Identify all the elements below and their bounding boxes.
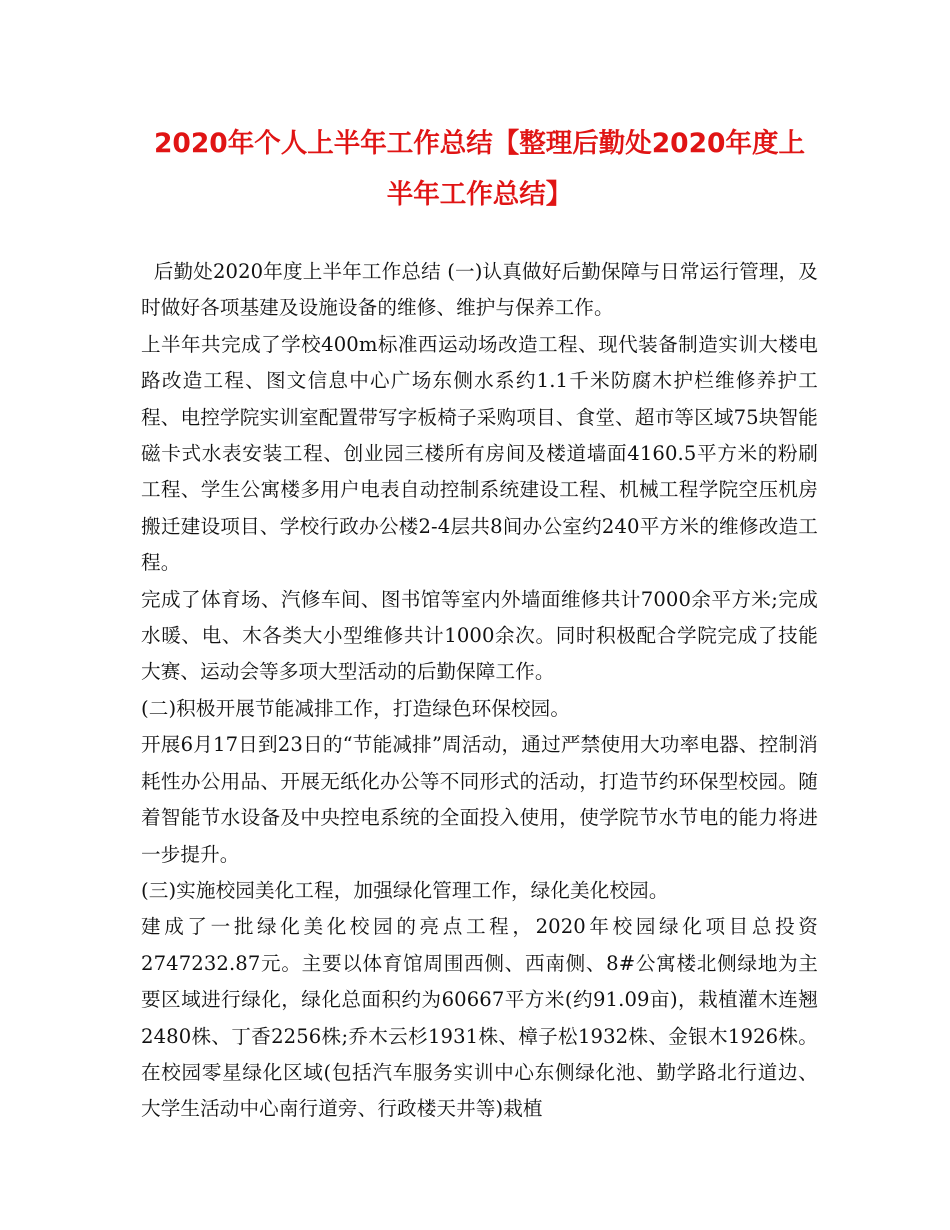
paragraph-greening: 建成了一批绿化美化校园的亮点工程，2020年校园绿化项目总投资2747232.87元。主要以体育馆周围西侧、西南侧、8#公寓楼北侧绿地为主要区域进行绿化，绿化总面积约为60667平方米(约91.09亩)，栽植灌木连翘2480株、丁香2256株;乔木云杉1931株、樟子松1932株、金银木1926株。在校园零星绿化区域(包括汽车服务实训中心东侧绿化池、勤学路北行道边、大学生活动中心南行道旁、行政楼天井等)栽植 (141, 915, 818, 1121)
paragraph-maintenance: 完成了体育场、汽修车间、图书馆等室内外墙面维修共计7000余平方米;完成水暖、电、木各类大小型维修共计1000余次。同时积极配合学院完成了技能大赛、运动会等多项大型活动的后勤保障工作。 (141, 587, 818, 684)
paragraph-energy-saving: 开展6月17日到23日的“节能减排”周活动，通过严禁使用大功率电器、控制消耗性办公用品、开展无纸化办公等不同形式的活动，打造节约环保型校园。随着智能节水设备及中央控电系统的全面投入使用，使学院节水节电的能力将进一步提升。 (141, 733, 818, 866)
paragraph-projects: 上半年共完成了学校400m标准西运动场改造工程、现代装备制造实训大楼电路改造工程、图文信息中心广场东侧水系约1.1千米防腐木护栏维修养护工程、电控学院实训室配置带写字板椅子采购项目、食堂、超市等区域75块智能磁卡式水表安装工程、创业园三楼所有房间及楼道墙面4160.5平方米的粉刷工程、学生公寓楼多用户电表自动控制系统建设工程、机械工程学院空压机房搬迁建设项目、学校行政办公楼2-4层共8间办公室约240平方米的维修改造工程。 (141, 332, 818, 575)
paragraph-intro: 后勤处2020年度上半年工作总结 (一)认真做好后勤保障与日常运行管理，及时做好各项基建及设施设备的维修、维护与保养工作。 (141, 260, 818, 320)
section-heading-greening: (三)实施校园美化工程，加强绿化管理工作，绿化美化校园。 (141, 878, 669, 902)
section-heading-energy-saving: (二)积极开展节能减排工作，打造绿色环保校园。 (141, 696, 571, 720)
document-body (141, 254, 818, 1128)
document-title: 2020年个人上半年工作总结【整理后勤处2020年度上半年工作总结】 (153, 128, 805, 210)
